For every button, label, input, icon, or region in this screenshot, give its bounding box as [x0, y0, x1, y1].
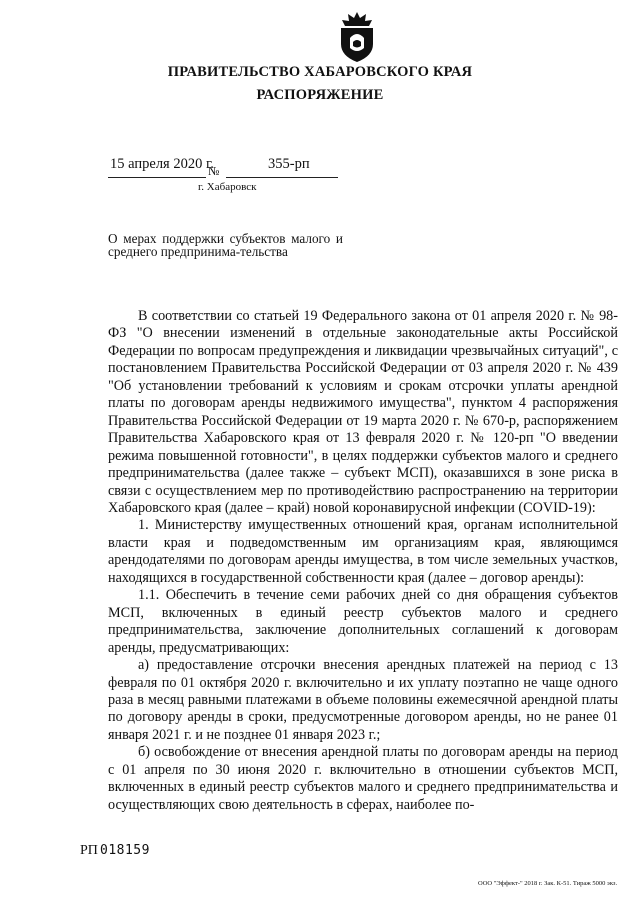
number-sign: №	[208, 164, 220, 178]
document-number: 355-рп	[268, 156, 310, 172]
government-title: ПРАВИТЕЛЬСТВО ХАБАРОВСКОГО КРАЯ	[167, 64, 473, 80]
document-city: г. Хабаровск	[198, 181, 257, 193]
document-body	[108, 308, 618, 814]
body-paragraph: 1. Министерству имущественных отношений края, органам исполнительной власти края и подведомственным им организациям края, являющимся арендодателями по договорам аренды имущества, в том числе земельных участков, находящихся в государственной собственности края (далее – договор аренды):	[108, 517, 618, 586]
document-date: 15 апреля 2020 г.	[110, 156, 214, 172]
body-paragraph: В соответствии со статьей 19 Федерального закона от 01 апреля 2020 г. № 98-ФЗ "О внесении изменений в отдельные законодательные акты Российской Федерации по вопросам предупреждения и ликвидации чрезвычайных ситуаций", с постановлением Правительства Российской Федерации от 03 апреля 2020 г. № 439 "Об установлении требований к условиям и срокам отсрочки уплаты арендной платы по договорам аренды недвижимого имущества", пунктом 4 распоряжения Правительства Российской Федерации от 19 марта 2020 г. № 670-р, распоряжением Правительства Хабаровского края от 13 февраля 2020 г. № 120-рп "О введении режима повышенной готовности", в целях поддержки субъектов малого и среднего предпринимательства (далее также – субъект МСП), оказавшихся в зоне риска в связи с осуществлением мер по противодействию распространению на территории Хабаровского края (далее – край) новой коронавирусной инфекции (COVID-19):	[108, 308, 618, 516]
body-paragraph: а) предоставление отсрочки внесения арендных платежей на период с 13 февраля по 01 октября 2020 г. включительно и их уплату поэтапно не чаще одного раза в месяц равными платежами в объеме половины ежемесячной арендной платы по договору аренды в сроки, предусмотренные договором аренды, но не ранее 01 января 2021 г. и не позднее 01 января 2023 г.;	[108, 657, 618, 743]
body-paragraph: 1.1. Обеспечить в течение семи рабочих дней со дня обращения субъектов МСП, включенных в единый реестр субъектов малого и среднего предпринимательства, заключение дополнительных соглашений к договорам аренды, предусматривающих:	[108, 587, 618, 656]
date-underline	[108, 177, 206, 178]
document-type: РАСПОРЯЖЕНИЕ	[256, 87, 384, 103]
printer-imprint: ООО "Эффект-" 2018 г. Зак. К-51. Тираж 5000 экз.	[478, 880, 618, 887]
number-underline	[226, 177, 338, 178]
body-paragraph: б) освобождение от внесения арендной платы по договорам аренды на период с 01 апреля по 30 июня 2020 г. включительно в отношении субъектов МСП, включенных в единый реестр субъектов малого и среднего предпринимательства и осуществляющих свою деятельность в сферах, наиболее по-	[108, 744, 618, 813]
serial-number: 018159	[100, 843, 150, 858]
bear-shield-icon	[335, 8, 379, 64]
document-subject: О мерах поддержки субъектов малого и среднего предпринима-тельства	[108, 231, 343, 259]
form-code: РП	[80, 843, 98, 858]
coat-of-arms-emblem	[335, 8, 379, 64]
